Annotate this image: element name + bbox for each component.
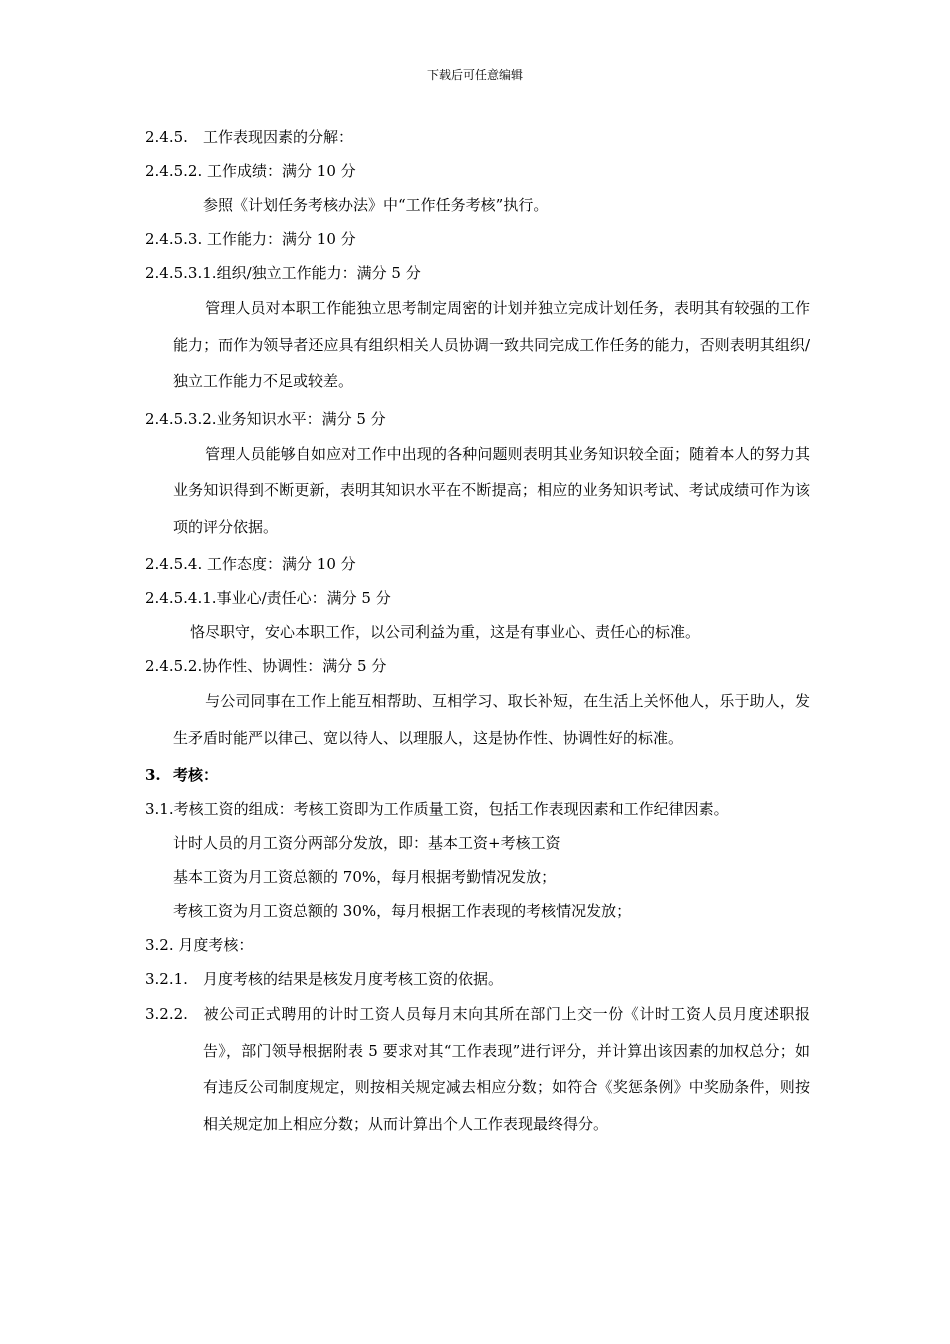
section-3-2-2	[145, 996, 810, 1142]
section-text: 被公司正式聘用的计时工资人员每月末向其所在部门上交一份《计时工资人员月度述职报告》，部门领导根据附表 5 要求对其“工作表现”进行评分，并计算出该因素的加权总分；如有违反公司制度规定，则按相关规定减去相应分数；如符合《奖惩条例》中奖励条件，则按相关规定加上相应分数；从而计算出个人工作表现最终得分。	[203, 1005, 810, 1133]
section-number: 2.4.5.4.1.	[145, 589, 217, 607]
section-title: 工作表现因素的分解：	[203, 128, 354, 146]
text-line: 计时人员的月工资分两部分发放，即：基本工资+考核工资	[173, 834, 561, 852]
section-2-4-5-4-1	[145, 581, 810, 615]
section-2-4-5-2	[145, 154, 810, 188]
paragraph: 恪尽职守，安心本职工作，以公司利益为重，这是有事业心、责任心的标准。	[190, 623, 701, 641]
text-line: 基本工资为月工资总额的 70%，每月根据考勤情况发放；	[173, 868, 557, 886]
paragraph-text: 管理人员能够自如应对工作中出现的各种问题则表明其业务知识较全面；随着本人的努力其业务知识得到不断更新，表明其知识水平在不断提高；相应的业务知识考试、考试成绩可作为该项的评分依据。	[173, 444, 810, 536]
paragraph	[145, 436, 810, 546]
section-number: 2.4.5.	[145, 128, 188, 146]
section-2-4-5-4	[145, 547, 810, 581]
section-number: 2.4.5.2.	[145, 162, 203, 180]
section-title: 协作性、协调性：满分 5 分	[202, 657, 387, 675]
section-number: 3.2.2.	[145, 1005, 188, 1023]
paragraph: 参照《计划任务考核办法》中“工作任务考核”执行。	[203, 196, 549, 214]
section-2-4-5-2-b	[145, 649, 810, 683]
paragraph	[145, 290, 810, 400]
section-number: 3.2.	[145, 936, 174, 954]
section-3-2-1	[145, 962, 810, 996]
section-title: 事业心/责任心：满分 5 分	[216, 589, 391, 607]
section-3-1	[145, 792, 810, 826]
section-number: 3.2.1.	[145, 970, 188, 988]
section-title: 考核工资的组成：考核工资即为工作质量工资，包括工作表现因素和工作纪律因素。	[173, 800, 729, 818]
section-title: 月度考核：	[178, 936, 254, 954]
section-number: 2.4.5.4.	[145, 555, 203, 573]
section-2-4-5-3	[145, 222, 810, 256]
paragraph-text: 与公司同事在工作上能互相帮助、互相学习、取长补短，在生活上关怀他人，乐于助人，发生矛盾时能严以律己、宽以待人、以理服人，这是协作性、协调性好的标准。	[173, 692, 810, 747]
section-3-2	[145, 928, 810, 962]
section-number: 2.4.5.2.	[145, 657, 203, 675]
section-title: 工作成绩：满分 10 分	[207, 162, 356, 180]
section-title: 工作能力：满分 10 分	[207, 230, 356, 248]
section-number: 2.4.5.3.	[145, 230, 203, 248]
text-line: 考核工资为月工资总额的 30%，每月根据工作表现的考核情况发放；	[173, 902, 632, 920]
section-2-4-5-3-1	[145, 256, 810, 290]
section-title: 月度考核的结果是核发月度考核工资的依据。	[203, 970, 504, 988]
section-2-4-5	[145, 120, 810, 154]
section-title: 工作态度：满分 10 分	[207, 555, 356, 573]
section-title: 考核：	[173, 766, 219, 784]
section-number: 3.1.	[145, 800, 174, 818]
paragraph-text: 管理人员对本职工作能独立思考制定周密的计划并独立完成计划任务，表明其有较强的工作能力；而作为领导者还应具有组织相关人员协调一致共同完成工作任务的能力，否则表明其组织/独立工作能力不足或较差。	[173, 299, 810, 390]
section-number: 2.4.5.3.1.	[145, 264, 217, 282]
paragraph	[145, 683, 810, 756]
section-number: 3.	[145, 766, 161, 784]
page-header: 下载后可任意编辑	[426, 68, 523, 82]
section-title: 业务知识水平：满分 5 分	[216, 409, 386, 428]
section-3	[145, 758, 810, 792]
document-body	[145, 120, 810, 1142]
section-2-4-5-3-2	[145, 402, 810, 436]
section-number: 2.4.5.3.2.	[145, 409, 217, 428]
section-title: 组织/独立工作能力：满分 5 分	[216, 264, 421, 282]
